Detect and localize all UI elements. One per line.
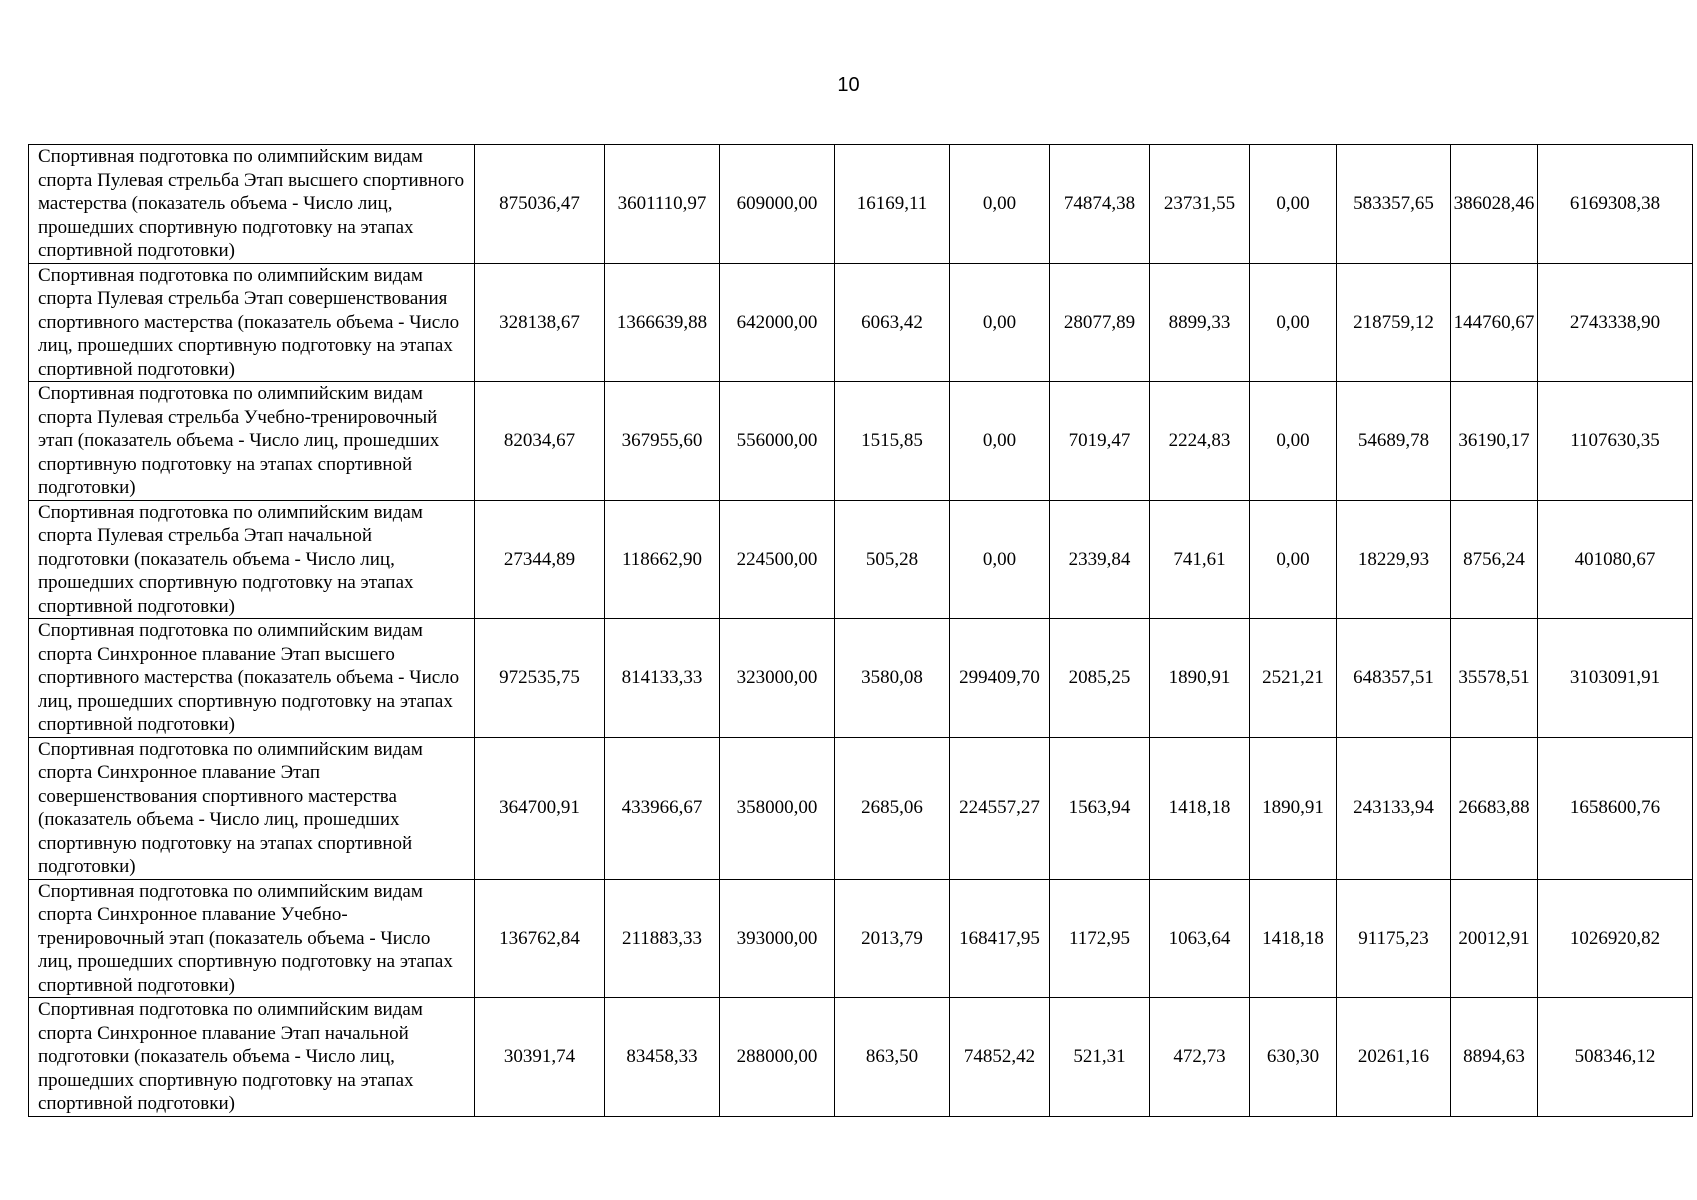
cell-value: 20012,91 (1451, 879, 1538, 998)
row-description: Спортивная подготовка по олимпийским видам спорта Синхронное плавание Этап совершенствования спортивного мастерства (показатель объема - Число лиц, прошедших спортивную подготовку на этапах спортивной подготовки) (29, 737, 475, 879)
row-description: Спортивная подготовка по олимпийским видам спорта Синхронное плавание Учебно-тренировочный этап (показатель объема - Число лиц, прошедших спортивную подготовку на этапах спортивной подготовки) (29, 879, 475, 998)
cell-value: 1515,85 (835, 382, 950, 501)
cell-value: 144760,67 (1451, 263, 1538, 382)
cell-value: 358000,00 (720, 737, 835, 879)
cell-value: 299409,70 (950, 619, 1050, 738)
cell-value: 433966,67 (605, 737, 720, 879)
cell-value: 863,50 (835, 998, 950, 1117)
cell-value: 6063,42 (835, 263, 950, 382)
cell-value: 23731,55 (1150, 145, 1250, 264)
table-row (29, 382, 1693, 501)
cell-total: 1107630,35 (1538, 382, 1693, 501)
cell-value: 556000,00 (720, 382, 835, 501)
cell-value: 1172,95 (1050, 879, 1150, 998)
cell-value: 741,61 (1150, 500, 1250, 619)
page-number: 10 (837, 74, 860, 96)
cell-value: 82034,67 (475, 382, 605, 501)
table-row (29, 500, 1693, 619)
row-description: Спортивная подготовка по олимпийским видам спорта Пулевая стрельба Учебно-тренировочный этап (показатель объема - Число лиц, прошедших спортивную подготовку на этапах спортивной подготовки) (29, 382, 475, 501)
cell-value: 118662,90 (605, 500, 720, 619)
cell-value: 1890,91 (1150, 619, 1250, 738)
cell-value: 1890,91 (1250, 737, 1337, 879)
cell-value: 0,00 (1250, 500, 1337, 619)
cell-value: 136762,84 (475, 879, 605, 998)
row-description: Спортивная подготовка по олимпийским видам спорта Синхронное плавание Этап начальной подготовки (показатель объема - Число лиц, прошедших спортивную подготовку на этапах спортивной подготовки) (29, 998, 475, 1117)
cell-value: 36190,17 (1451, 382, 1538, 501)
cell-value: 505,28 (835, 500, 950, 619)
cell-value: 630,30 (1250, 998, 1337, 1117)
cell-value: 218759,12 (1337, 263, 1451, 382)
cell-value: 2013,79 (835, 879, 950, 998)
cell-value: 211883,33 (605, 879, 720, 998)
cell-value: 2521,21 (1250, 619, 1337, 738)
cell-value: 7019,47 (1050, 382, 1150, 501)
cell-value: 3580,08 (835, 619, 950, 738)
cell-value: 91175,23 (1337, 879, 1451, 998)
cell-value: 28077,89 (1050, 263, 1150, 382)
cell-value: 609000,00 (720, 145, 835, 264)
cell-total: 1658600,76 (1538, 737, 1693, 879)
cell-value: 2685,06 (835, 737, 950, 879)
cell-value: 0,00 (950, 382, 1050, 501)
cell-total: 508346,12 (1538, 998, 1693, 1117)
cell-value: 83458,33 (605, 998, 720, 1117)
cell-value: 0,00 (1250, 382, 1337, 501)
cell-value: 364700,91 (475, 737, 605, 879)
cell-value: 54689,78 (1337, 382, 1451, 501)
cell-value: 648357,51 (1337, 619, 1451, 738)
cell-value: 74874,38 (1050, 145, 1150, 264)
cell-total: 3103091,91 (1538, 619, 1693, 738)
cell-value: 1563,94 (1050, 737, 1150, 879)
cell-value: 2224,83 (1150, 382, 1250, 501)
row-description: Спортивная подготовка по олимпийским видам спорта Синхронное плавание Этап высшего спортивного мастерства (показатель объема - Число лиц, прошедших спортивную подготовку на этапах спортивной подготовки) (29, 619, 475, 738)
cost-table (28, 144, 1693, 1117)
cell-value: 393000,00 (720, 879, 835, 998)
table-row (29, 619, 1693, 738)
row-description: Спортивная подготовка по олимпийским видам спорта Пулевая стрельба Этап совершенствования спортивного мастерства (показатель объема - Число лиц, прошедших спортивную подготовку на этапах спортивной подготовки) (29, 263, 475, 382)
cell-value: 2085,25 (1050, 619, 1150, 738)
cell-value: 0,00 (1250, 263, 1337, 382)
cell-value: 288000,00 (720, 998, 835, 1117)
row-description: Спортивная подготовка по олимпийским видам спорта Пулевая стрельба Этап высшего спортивного мастерства (показатель объема - Число лиц, прошедших спортивную подготовку на этапах спортивной подготовки) (29, 145, 475, 264)
table-row (29, 737, 1693, 879)
cell-value: 26683,88 (1451, 737, 1538, 879)
table-body (29, 145, 1693, 1117)
cell-value: 8756,24 (1451, 500, 1538, 619)
cell-value: 30391,74 (475, 998, 605, 1117)
cell-value: 27344,89 (475, 500, 605, 619)
cell-value: 3601110,97 (605, 145, 720, 264)
cell-value: 20261,16 (1337, 998, 1451, 1117)
table-row (29, 879, 1693, 998)
cell-value: 1366639,88 (605, 263, 720, 382)
cell-value: 472,73 (1150, 998, 1250, 1117)
row-description: Спортивная подготовка по олимпийским видам спорта Пулевая стрельба Этап начальной подготовки (показатель объема - Число лиц, прошедших спортивную подготовку на этапах спортивной подготовки) (29, 500, 475, 619)
table-row (29, 263, 1693, 382)
cell-value: 168417,95 (950, 879, 1050, 998)
cell-value: 1418,18 (1150, 737, 1250, 879)
cell-value: 8899,33 (1150, 263, 1250, 382)
table-row (29, 145, 1693, 264)
cell-value: 0,00 (950, 145, 1050, 264)
cell-value: 16169,11 (835, 145, 950, 264)
cell-total: 6169308,38 (1538, 145, 1693, 264)
cell-value: 323000,00 (720, 619, 835, 738)
cell-value: 0,00 (950, 500, 1050, 619)
cell-value: 224557,27 (950, 737, 1050, 879)
cell-value: 74852,42 (950, 998, 1050, 1117)
cell-value: 18229,93 (1337, 500, 1451, 619)
cell-value: 521,31 (1050, 998, 1150, 1117)
cell-value: 814133,33 (605, 619, 720, 738)
cell-value: 972535,75 (475, 619, 605, 738)
cell-value: 1418,18 (1250, 879, 1337, 998)
cell-value: 583357,65 (1337, 145, 1451, 264)
cell-total: 401080,67 (1538, 500, 1693, 619)
table-row (29, 998, 1693, 1117)
cell-value: 0,00 (1250, 145, 1337, 264)
cell-value: 367955,60 (605, 382, 720, 501)
cell-value: 386028,46 (1451, 145, 1538, 264)
cell-value: 224500,00 (720, 500, 835, 619)
cell-value: 2339,84 (1050, 500, 1150, 619)
cell-value: 642000,00 (720, 263, 835, 382)
cell-value: 243133,94 (1337, 737, 1451, 879)
cell-value: 8894,63 (1451, 998, 1538, 1117)
cell-value: 328138,67 (475, 263, 605, 382)
cell-value: 1063,64 (1150, 879, 1250, 998)
cell-value: 0,00 (950, 263, 1050, 382)
cell-total: 2743338,90 (1538, 263, 1693, 382)
cell-total: 1026920,82 (1538, 879, 1693, 998)
cell-value: 875036,47 (475, 145, 605, 264)
cell-value: 35578,51 (1451, 619, 1538, 738)
